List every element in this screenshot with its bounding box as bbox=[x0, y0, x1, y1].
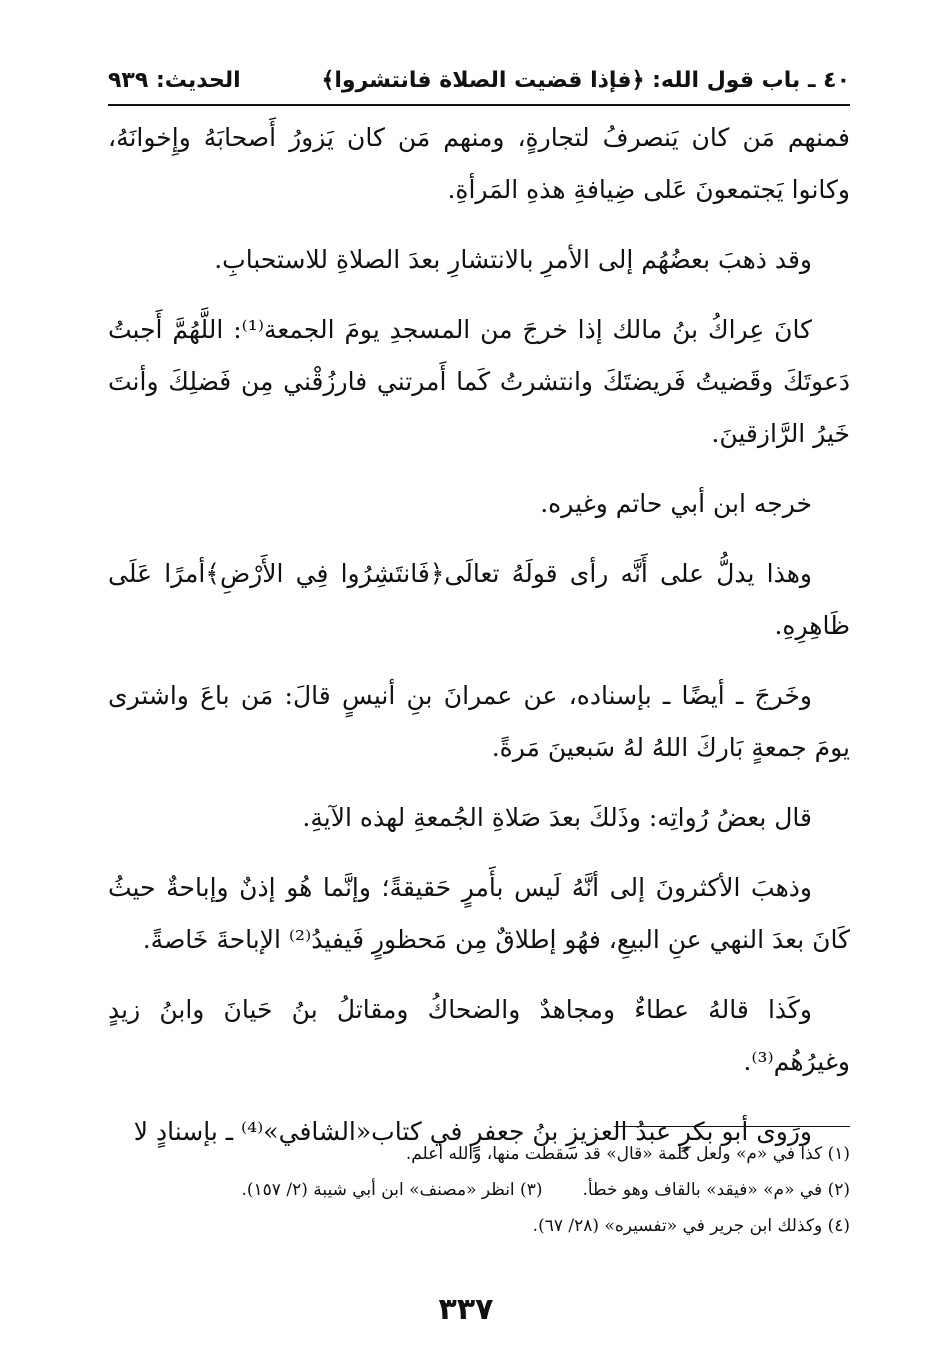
paragraph: فمنهم مَن كان يَنصرفُ لتجارةٍ، ومنهم مَن كان يَزورُ أَصحابَهُ وإِخوانَهُ، وكانوا يَجتمعونَ عَلى ضِيافةِ هذهِ المَرأةِ. bbox=[108, 123, 850, 204]
paragraph: وهذا يدلُّ على أَنَّه رأى قولَهُ تعالَى﴿فَانتَشِرُوا فِي الأَرْضِ﴾أمرًا عَلَى ظَاهِرِهِ. bbox=[108, 559, 850, 640]
main-text bbox=[108, 112, 850, 1176]
paragraph: خرجه ابن أبي حاتم وغيره. bbox=[540, 489, 812, 518]
footnote-2: (٢) في «م» «فيقد» بالقاف وهو خطأ. bbox=[582, 1180, 850, 1200]
paragraph: قال بعضُ رُواتِه: وذَلكَ بعدَ صَلاةِ الجُمعةِ لهذه الآيةِ. bbox=[302, 803, 812, 832]
paragraph: وخَرجَ ـ أيضًا ـ بإسناده، عن عمرانَ بنِ أنيسٍ قالَ: مَن باعَ واشترى يومَ جمعةٍ بَاركَ اللهُ لهُ سَبعينَ مَرةً. bbox=[108, 681, 850, 762]
footnote-4: (٤) وكذلك ابن جرير في «تفسيره» (٢٨/ ٦٧). bbox=[532, 1216, 850, 1236]
footnotes bbox=[108, 1136, 850, 1244]
paragraph: وكَذا قالهُ عطاءٌ ومجاهدٌ والضحاكُ ومقاتلُ بنُ حَيانَ وابنُ زيدٍ وغيرُهُم⁽³⁾. bbox=[108, 995, 850, 1076]
paragraph: ورَوى أبو بكرٍ عبدُ العزيزِ بنُ جعفرٍ في كتاب«الشافي»⁽⁴⁾ ـ بإسنادٍ لا bbox=[133, 1117, 812, 1146]
footnote-1: (١) كذا في «م» ولعل كلمة «قال» قد سقطت منها، والله أعلم. bbox=[405, 1144, 850, 1164]
footnote-3: (٣) انظر «مصنف» ابن أبي شيبة (٢/ ١٥٧). bbox=[241, 1180, 543, 1200]
paragraph: كانَ عِراكُ بنُ مالك إذا خرجَ من المسجدِ يومَ الجمعة⁽¹⁾: اللَّهُمَّ أَجبتُ دَعوتَكَ وقَضيتُ فَريضتَكَ وانتشرتُ كَما أَمرتني فارزُقْني مِن فَضلِكَ وأنتَ خَيرُ الرَّازقينَ. bbox=[108, 315, 850, 448]
chapter-title: ٤٠ ـ باب قول الله: ﴿فإذا قضيت الصلاة فانتشروا﴾ bbox=[321, 67, 850, 93]
hadith-number: الحديث: ٩٣٩ bbox=[108, 67, 241, 93]
paragraph: وذهبَ الأكثرونَ إلى أنَّهُ لَيس بأَمرٍ حَقيقةً؛ وإنَّما هُو إذنٌ وإباحةٌ حيثُ كَانَ بعدَ النهي عنِ البيعِ، فهُو إطلاقٌ مِن مَحظورٍ فَيفيدُ⁽²⁾ الإباحةَ خَاصةً. bbox=[108, 873, 850, 954]
footnote-divider bbox=[614, 1126, 850, 1127]
footnote-row bbox=[108, 1172, 850, 1208]
paragraph: وقد ذهبَ بعضُهُم إلى الأمرِ بالانتشارِ بعدَ الصلاةِ للاستحبابِ. bbox=[214, 245, 812, 274]
running-header bbox=[108, 60, 850, 100]
header-divider bbox=[108, 104, 850, 106]
page-number: ٣٣٧ bbox=[438, 1292, 494, 1327]
